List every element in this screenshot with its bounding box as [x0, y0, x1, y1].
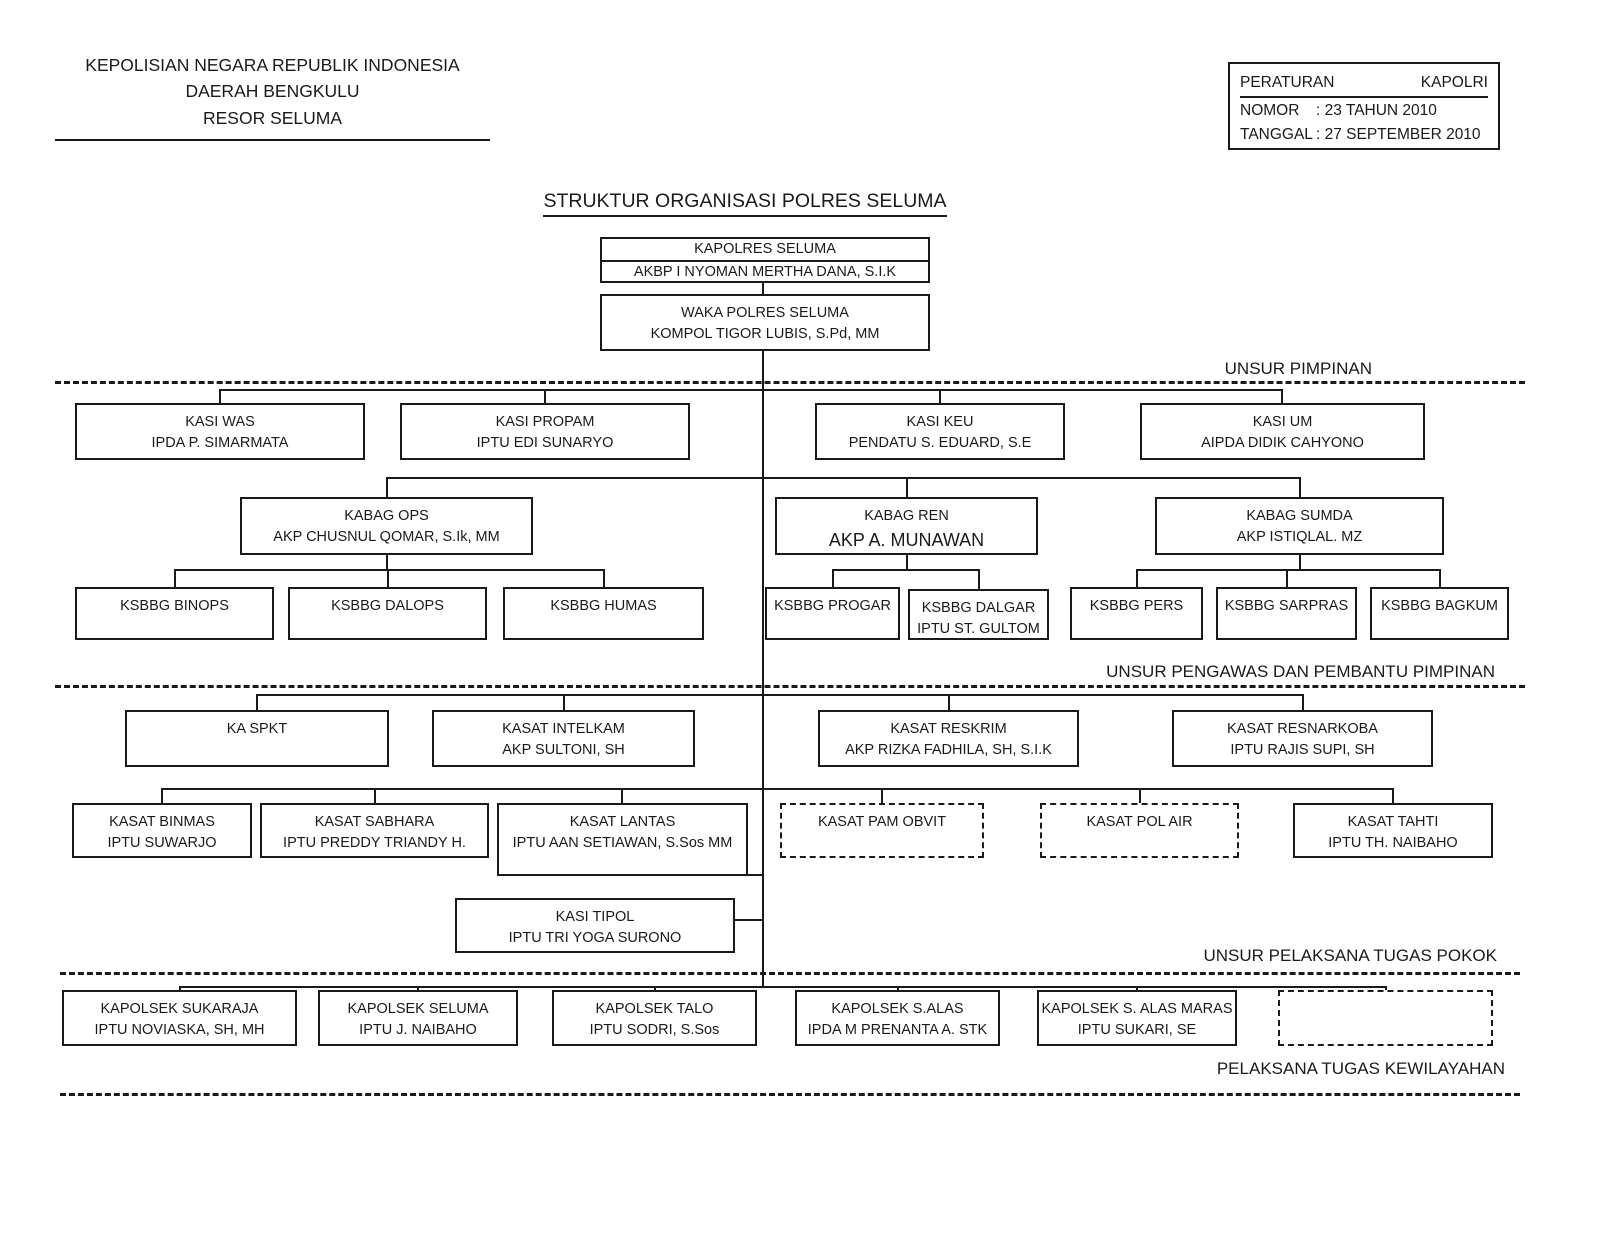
node-ksbbg-sarpras: [1216, 587, 1357, 640]
regulation-issuer: KAPOLRI: [1420, 74, 1488, 91]
regulation-date-value: : 27 SEPTEMBER 2010: [1316, 126, 1481, 144]
connector-line: [256, 694, 1304, 696]
node-name: AKP RIZKA FADHILA, SH, S.I.K: [845, 742, 1052, 759]
node-name: AIPDA DIDIK CAHYONO: [1201, 435, 1364, 452]
node-name: IPTU NOVIASKA, SH, MH: [94, 1022, 265, 1039]
node-ka-spkt: [125, 710, 389, 767]
node-title: KASAT LANTAS: [569, 814, 676, 830]
section-label-pelaksana-kewilayahan: PELAKSANA TUGAS KEWILAYAHAN: [1216, 1059, 1505, 1078]
node-kasat-lantas: [497, 803, 748, 876]
node-kasi-um: [1140, 403, 1425, 460]
connector-line: [161, 788, 1394, 790]
connector-line: [948, 694, 950, 711]
connector-line: [1136, 569, 1138, 589]
node-kapolres: [600, 237, 930, 283]
section-divider-dashed-line: [55, 381, 1525, 384]
node-title: KSBBG PROGAR: [774, 598, 891, 614]
connector-line: [603, 569, 605, 589]
node-title: WAKA POLRES SELUMA: [681, 305, 849, 321]
node-kasat-resnarkoba: [1172, 710, 1433, 767]
node-name: IPDA P. SIMARMATA: [151, 435, 289, 452]
connector-line: [386, 477, 1301, 479]
node-ksbbg-bagkum: [1370, 587, 1509, 640]
node-title: KAPOLSEK SELUMA: [347, 1001, 489, 1017]
section-divider-dashed-line: [60, 1093, 1520, 1096]
node-name: IPTU PREDDY TRIANDY H.: [283, 835, 466, 852]
node-name: AKP A. MUNAWAN: [828, 530, 985, 551]
letterhead: [55, 52, 490, 141]
node-title: KAPOLSEK SUKARAJA: [100, 1001, 259, 1017]
regulation-date-label: TANGGAL: [1240, 126, 1313, 144]
letterhead-line-2: DAERAH BENGKULU: [185, 81, 360, 102]
node-name: AKP SULTONI, SH: [502, 742, 625, 759]
node-title: KABAG OPS: [344, 508, 429, 524]
node-name: IPTU SODRI, S.Sos: [589, 1022, 720, 1039]
connector-line: [161, 788, 163, 804]
node-name: IPTU AAN SETIAWAN, S.Sos MM: [512, 835, 733, 852]
node-name: AKP CHUSNUL QOMAR, S.Ik, MM: [273, 529, 500, 546]
node-name: KOMPOL TIGOR LUBIS, S.Pd, MM: [650, 326, 880, 343]
node-name: IPTU EDI SUNARYO: [476, 435, 614, 452]
node-title: KSBBG BAGKUM: [1381, 598, 1498, 614]
node-kapolsek-talo: [552, 990, 757, 1046]
section-divider-dashed-line: [60, 972, 1520, 975]
node-kapolsek-empty-placeholder: [1278, 990, 1493, 1046]
section-label-unsur-pelaksana-pokok: UNSUR PELAKSANA TUGAS POKOK: [1203, 946, 1497, 965]
node-kasat-binmas: [72, 803, 252, 858]
connector-line: [1139, 788, 1141, 804]
node-kasat-pam-obvit: [780, 803, 984, 858]
node-kabag-ren: [775, 497, 1038, 555]
node-name: AKP ISTIQLAL. MZ: [1236, 529, 1363, 546]
node-title: KASI WAS: [185, 414, 255, 430]
node-kasat-reskrim: [818, 710, 1079, 767]
connector-line: [256, 694, 258, 711]
node-ksbbg-dalgar: [908, 589, 1049, 640]
regulation-word: PERATURAN: [1240, 74, 1335, 91]
node-kapolsek-sukaraja: [62, 990, 297, 1046]
node-title: KSBBG PERS: [1089, 598, 1184, 614]
node-kasi-propam: [400, 403, 690, 460]
node-name: IPTU J. NAIBAHO: [359, 1022, 477, 1039]
node-title: KASI KEU: [906, 414, 974, 430]
node-name: IPTU SUKARI, SE: [1077, 1022, 1197, 1039]
node-kapolsek-s-alas: [795, 990, 1000, 1046]
connector-line: [374, 788, 376, 804]
node-title: KAPOLRES SELUMA: [694, 241, 836, 257]
node-title: KASAT RESKRIM: [890, 721, 1007, 737]
node-title: KSBBG SARPRAS: [1224, 598, 1349, 614]
section-label-unsur-pimpinan: UNSUR PIMPINAN: [1224, 359, 1372, 378]
regulation-title-line: [1240, 71, 1488, 98]
connector-line: [1302, 694, 1304, 711]
connector-line: [1286, 569, 1288, 589]
node-ksbbg-pers: [1070, 587, 1203, 640]
node-kasi-keu: [815, 403, 1065, 460]
connector-line: [1392, 788, 1394, 804]
node-title: KSBBG HUMAS: [550, 598, 657, 614]
connector-line: [762, 351, 764, 988]
node-title: KASAT BINMAS: [109, 814, 215, 830]
connector-line: [179, 986, 1387, 988]
node-name: IPTU SUWARJO: [107, 835, 217, 852]
node-kapolsek-s-alas-maras: [1037, 990, 1237, 1046]
node-title: KASAT TAHTI: [1347, 814, 1439, 830]
node-ksbbg-dalops: [288, 587, 487, 640]
connector-line: [1439, 569, 1441, 589]
connector-line: [734, 919, 764, 921]
node-name: IPTU ST. GULTOM: [917, 621, 1040, 638]
node-title: KASAT PAM OBVIT: [817, 814, 947, 830]
node-kabag-ops: [240, 497, 533, 555]
node-name: IPTU RAJIS SUPI, SH: [1230, 742, 1375, 759]
node-title: KSBBG BINOPS: [120, 598, 229, 614]
node-kasat-intelkam: [432, 710, 695, 767]
node-title: KAPOLSEK S. ALAS MARAS: [1041, 1001, 1233, 1017]
connector-line: [563, 694, 565, 711]
node-kasat-sabhara: [260, 803, 489, 858]
regulation-number-label: NOMOR: [1240, 102, 1300, 120]
connector-line: [978, 569, 980, 589]
node-ksbbg-humas: [503, 587, 704, 640]
node-kasat-tahti: [1293, 803, 1493, 858]
chart-title: STRUKTUR ORGANISASI POLRES SELUMA: [460, 190, 1030, 213]
node-name: AKBP I NYOMAN MERTHA DANA, S.I.K: [602, 260, 928, 283]
node-title: KASAT SABHARA: [314, 814, 435, 830]
connector-line: [386, 477, 388, 497]
node-kabag-sumda: [1155, 497, 1444, 555]
connector-line: [1136, 569, 1441, 571]
connector-line: [174, 569, 176, 589]
connector-line: [762, 283, 764, 294]
connector-line: [219, 389, 1283, 391]
node-title: KASAT POL AIR: [1086, 814, 1193, 830]
node-name: IPTU TRI YOGA SURONO: [508, 930, 682, 947]
section-divider-dashed-line: [55, 685, 1525, 688]
regulation-date-line: [1240, 123, 1488, 147]
node-title: KSBBG DALOPS: [331, 598, 444, 614]
node-ksbbg-binops: [75, 587, 274, 640]
connector-line: [906, 555, 908, 570]
letterhead-line-1: KEPOLISIAN NEGARA REPUBLIK INDONESIA: [85, 55, 460, 75]
connector-line: [174, 569, 605, 571]
node-title: KABAG REN: [864, 508, 949, 524]
node-title: KA SPKT: [226, 721, 288, 737]
connector-line: [1299, 555, 1301, 570]
node-title: KASI UM: [1252, 414, 1313, 430]
node-kapolsek-seluma: [318, 990, 518, 1046]
regulation-number-line: [1240, 99, 1488, 123]
connector-line: [906, 477, 908, 497]
node-title: KAPOLSEK S.ALAS: [831, 1001, 964, 1017]
section-label-unsur-pengawas: UNSUR PENGAWAS DAN PEMBANTU PIMPINAN: [1106, 662, 1495, 681]
node-title: KASI PROPAM: [495, 414, 595, 430]
connector-line: [621, 788, 623, 804]
node-kasat-pol-air: [1040, 803, 1239, 858]
letterhead-line-3: RESOR SELUMA: [202, 107, 343, 128]
node-waka-polres: [600, 294, 930, 351]
regulation-number-value: : 23 TAHUN 2010: [1316, 102, 1437, 120]
node-title: KASAT RESNARKOBA: [1227, 721, 1378, 737]
node-name: IPTU TH. NAIBAHO: [1328, 835, 1458, 852]
node-title: KSBBG DALGAR: [921, 600, 1036, 616]
connector-line: [387, 569, 389, 589]
connector-line: [1299, 477, 1301, 497]
regulation-box: [1228, 62, 1500, 150]
node-kasi-was: [75, 403, 365, 460]
connector-line: [881, 788, 883, 804]
node-kasi-tipol: [455, 898, 735, 953]
node-ksbbg-progar: [765, 587, 900, 640]
connector-line: [832, 569, 834, 589]
connector-line: [386, 555, 388, 570]
node-title: KABAG SUMDA: [1246, 508, 1353, 524]
node-title: KASI TIPOL: [555, 909, 635, 925]
node-title: KAPOLSEK TALO: [595, 1001, 714, 1017]
node-name: IPDA M PRENANTA A. STK: [807, 1022, 988, 1039]
node-name: PENDATU S. EDUARD, S.E: [848, 435, 1032, 452]
node-title: KASAT INTELKAM: [502, 721, 625, 737]
